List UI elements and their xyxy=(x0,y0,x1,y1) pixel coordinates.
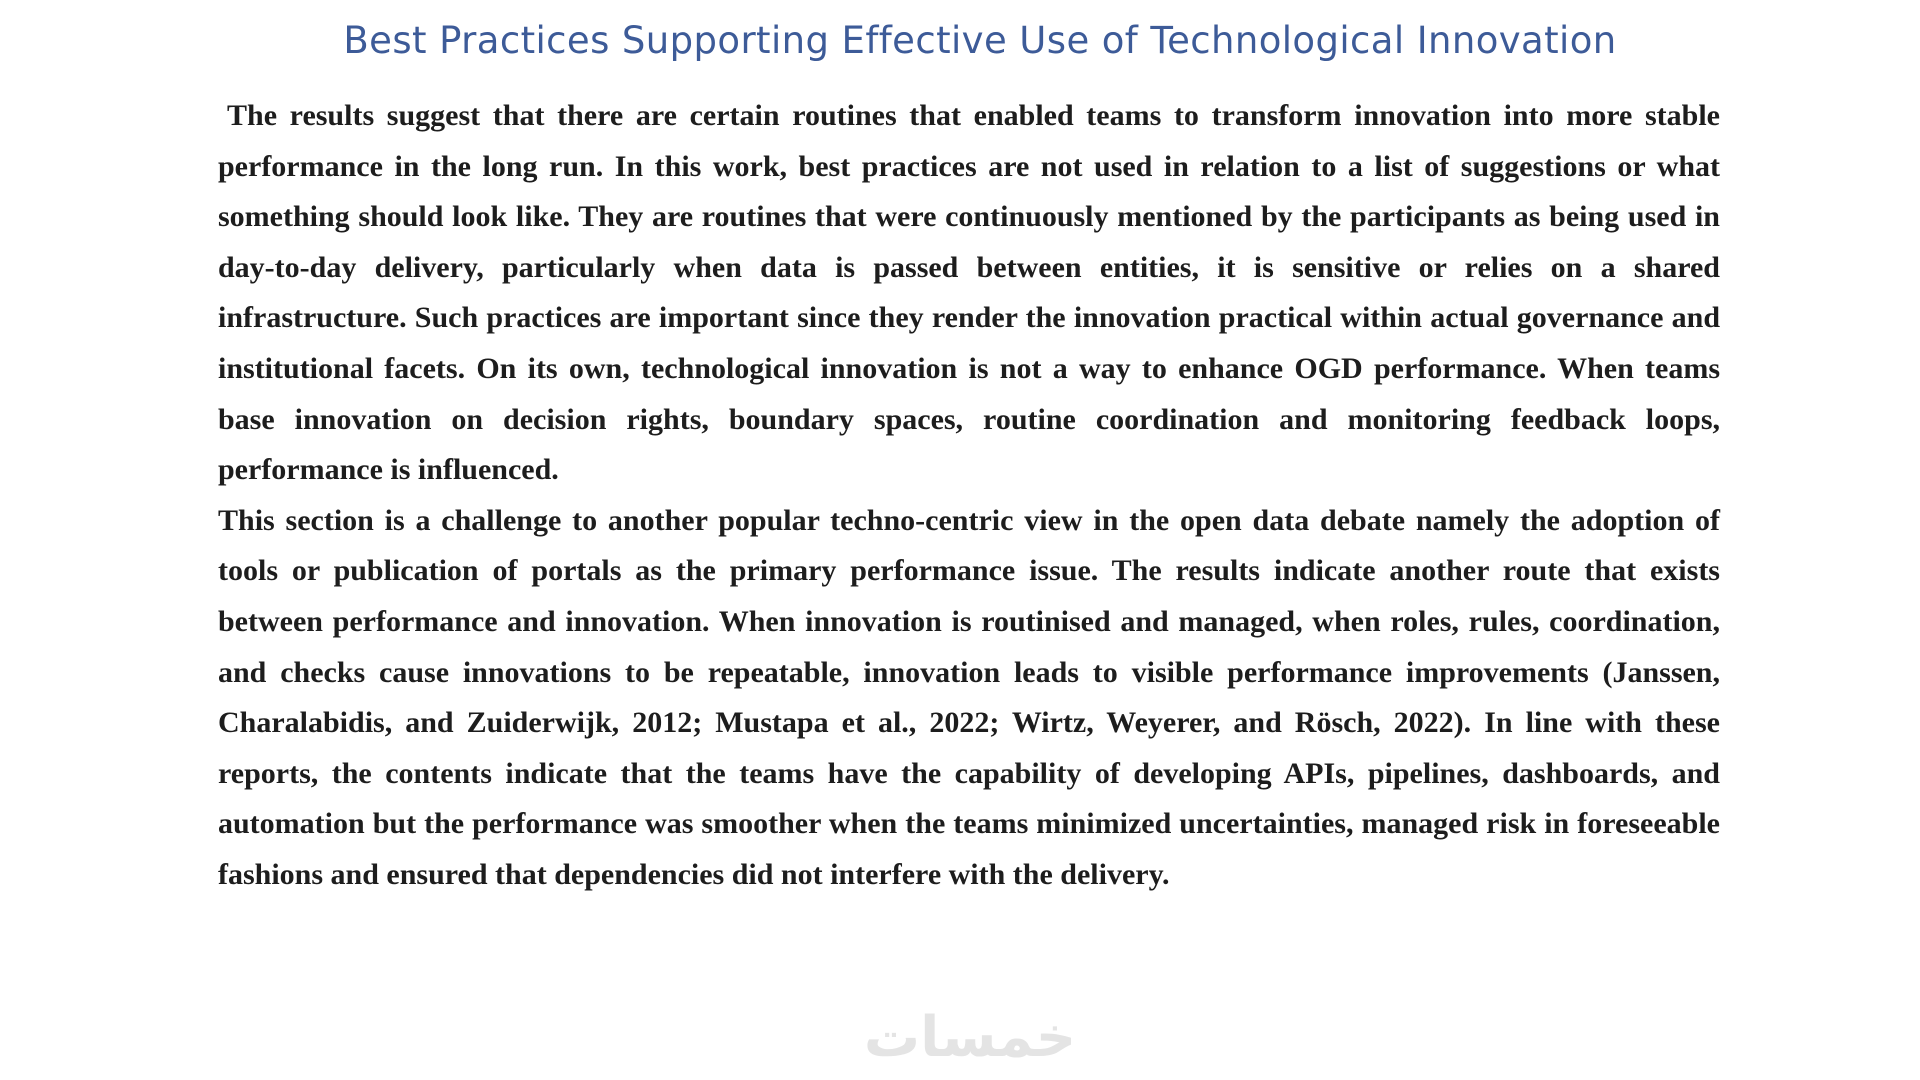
document-title: Best Practices Supporting Effective Use of Technological Innovation xyxy=(343,19,1617,62)
document-body xyxy=(218,91,1720,901)
watermark-logo: خمسات xyxy=(863,1005,1077,1070)
paragraph-2: This section is a challenge to another popular techno-centric view in the open data debate namely the adoption of tools or publication of portals as the primary performance issue. The results indicate another route that exists between performance and innovation. When innovation is routinised and managed, when roles, rules, coordination, and checks cause innovations to be repeatable, innovation leads to visible performance improvements (Janssen, Charalabidis, and Zuiderwijk, 2012; Mustapa et al., 2022; Wirtz, Weyerer, and Rösch, 2022). In line with these reports, the contents indicate that the teams have the capability of developing APIs, pipelines, dashboards, and automation but the performance was smoother when the teams minimized uncertainties, managed risk in foreseeable fashions and ensured that dependencies did not interfere with the delivery. xyxy=(218,503,1720,891)
paragraph-1: The results suggest that there are certain routines that enabled teams to transform innovation into more stable performance in the long run. In this work, best practices are not used in relation to a list of suggestions or what something should look like. They are routines that were continuously mentioned by the participants as being used in day-to-day delivery, particularly when data is passed between entities, it is sensitive or relies on a shared infrastructure. Such practices are important since they render the innovation practical within actual governance and institutional facets. On its own, technological innovation is not a way to enhance OGD performance. When teams base innovation on decision rights, boundary spaces, routine coordination and monitoring feedback loops, performance is influenced. xyxy=(218,99,1720,487)
